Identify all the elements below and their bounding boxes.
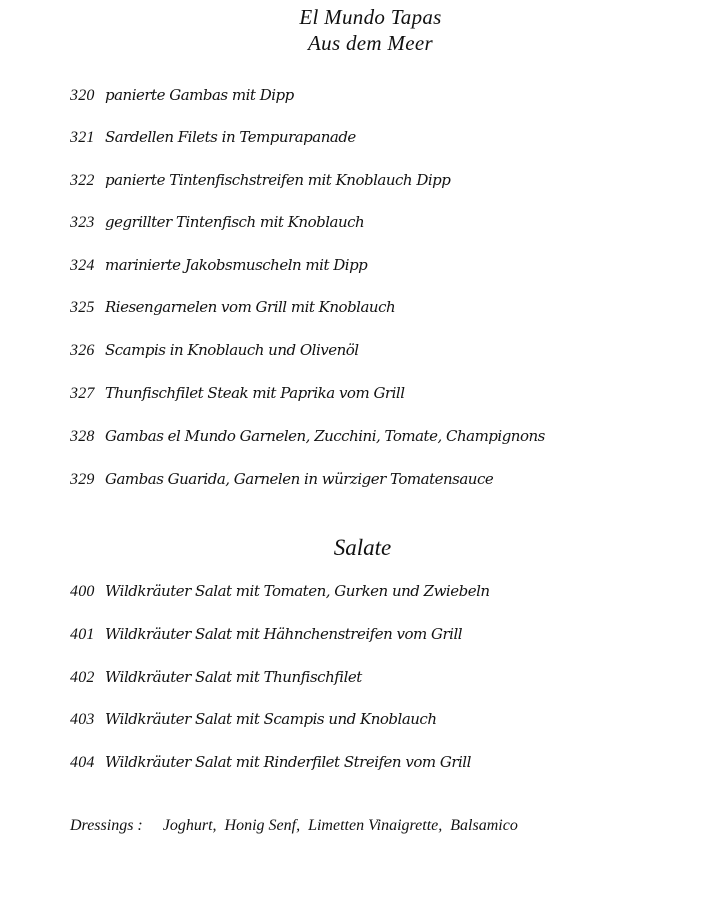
- item-name: Gambas Guarida, Garnelen in würziger Tomatensauce: [105, 470, 494, 488]
- list-item: [70, 171, 450, 190]
- list-item: [70, 128, 356, 147]
- list-item: [70, 213, 364, 232]
- item-number: 320: [70, 87, 95, 104]
- item-number: 402: [70, 669, 95, 686]
- item-name: panierte Gambas mit Dipp: [105, 86, 294, 104]
- item-name: Wildkräuter Salat mit Tomaten, Gurken und Zwiebeln: [105, 582, 490, 600]
- item-number: 322: [70, 172, 95, 189]
- list-item: [70, 384, 405, 403]
- list-item: [70, 341, 359, 360]
- dressings-options: Joghurt, Honig Senf, Limetten Vinaigrette, Balsamico: [162, 817, 518, 834]
- item-number: 401: [70, 626, 95, 643]
- item-name: panierte Tintenfischstreifen mit Knoblauch Dipp: [105, 171, 451, 189]
- item-name: Wildkräuter Salat mit Rinderfilet Streifen vom Grill: [105, 753, 471, 771]
- item-number: 327: [70, 385, 95, 402]
- item-name: Wildkräuter Salat mit Thunfischfilet: [105, 668, 362, 686]
- salads-heading: Salate: [333, 535, 392, 560]
- menu-title: El Mundo Tapas: [299, 5, 442, 29]
- list-item: [70, 668, 362, 687]
- list-item: [70, 86, 294, 105]
- list-item: [70, 753, 471, 772]
- item-number: 329: [70, 471, 95, 488]
- item-number: 400: [70, 583, 95, 600]
- item-number: 323: [70, 214, 95, 231]
- item-number: 326: [70, 342, 95, 359]
- item-name: Gambas el Mundo Garnelen, Zucchini, Tomate, Champignons: [105, 427, 545, 445]
- item-number: 321: [70, 129, 95, 146]
- list-item: [70, 710, 437, 729]
- item-number: 328: [70, 428, 95, 445]
- item-name: Riesengarnelen vom Grill mit Knoblauch: [105, 298, 396, 316]
- list-item: [70, 256, 367, 275]
- item-name: gegrillter Tintenfisch mit Knoblauch: [105, 213, 365, 231]
- menu-subtitle: Aus dem Meer: [308, 31, 433, 55]
- dressings-label: Dressings :: [70, 817, 143, 834]
- item-name: Wildkräuter Salat mit Hähnchenstreifen vom Grill: [105, 625, 463, 643]
- list-item: [70, 470, 493, 489]
- item-number: 324: [70, 257, 95, 274]
- item-name: Thunfischfilet Steak mit Paprika vom Grill: [105, 384, 405, 402]
- list-item: [70, 427, 545, 446]
- item-number: 404: [70, 754, 95, 771]
- item-name: Sardellen Filets in Tempurapanade: [105, 128, 356, 146]
- item-name: Scampis in Knoblauch und Olivenöl: [105, 341, 359, 359]
- dressings-line: [70, 817, 518, 835]
- item-number: 325: [70, 299, 95, 316]
- list-item: [70, 582, 490, 601]
- list-item: [70, 298, 395, 317]
- list-item: [70, 625, 462, 644]
- item-number: 403: [70, 711, 95, 728]
- item-name: marinierte Jakobsmuscheln mit Dipp: [105, 256, 368, 274]
- item-name: Wildkräuter Salat mit Scampis und Knoblauch: [105, 710, 437, 728]
